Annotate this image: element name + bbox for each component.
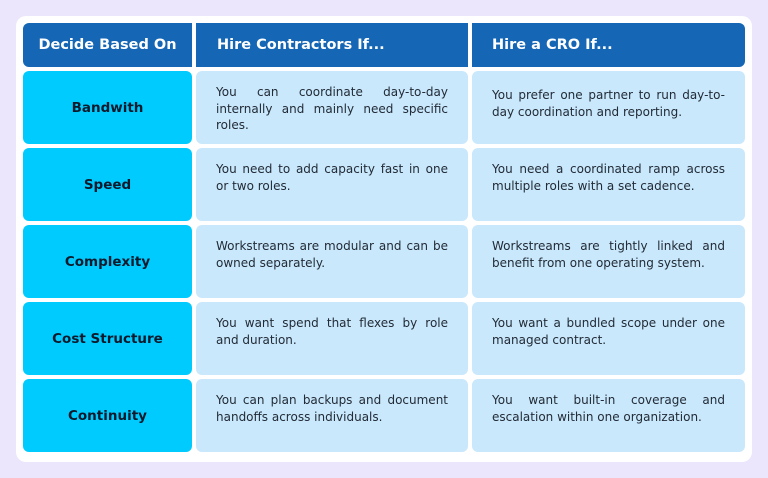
contractors-cell-bandwith	[196, 71, 468, 144]
cro-cell-bandwith	[472, 71, 745, 144]
cell-text: You can coordinate day-to-day internally and mainly need specific roles.	[216, 85, 448, 132]
cro-cell-complexity	[472, 225, 745, 298]
cell-text: You want spend that flexes by role and duration.	[216, 316, 448, 347]
cell-text: You want built-in coverage and escalation within one organization.	[492, 393, 725, 424]
cell-text: You want a bundled scope under one managed contract.	[492, 316, 725, 347]
row-label-continuity: Continuity	[23, 379, 192, 452]
cro-cell-continuity	[472, 379, 745, 452]
cell-text: You prefer one partner to run day-to-day coordination and reporting.	[492, 88, 725, 119]
header-hire-cro: Hire a CRO If...	[472, 23, 745, 67]
header-hire-contractors: Hire Contractors If...	[196, 23, 468, 67]
comparison-table	[23, 23, 745, 452]
cro-cell-cost-structure	[472, 302, 745, 375]
cell-text: Workstreams are tightly linked and benefit from one operating system.	[492, 239, 725, 270]
cell-text: You can plan backups and document handoffs across individuals.	[216, 393, 448, 424]
header-decide-based-on: Decide Based On	[23, 23, 192, 67]
row-label-bandwith: Bandwith	[23, 71, 192, 144]
cro-cell-speed	[472, 148, 745, 221]
cell-text: You need a coordinated ramp across multiple roles with a set cadence.	[492, 162, 725, 193]
cell-text: Workstreams are modular and can be owned separately.	[216, 239, 448, 270]
contractors-cell-speed	[196, 148, 468, 221]
comparison-card	[16, 16, 752, 462]
cell-text: You need to add capacity fast in one or two roles.	[216, 162, 448, 193]
row-label-speed: Speed	[23, 148, 192, 221]
row-label-cost-structure: Cost Structure	[23, 302, 192, 375]
contractors-cell-continuity	[196, 379, 468, 452]
contractors-cell-cost-structure	[196, 302, 468, 375]
row-label-complexity: Complexity	[23, 225, 192, 298]
contractors-cell-complexity	[196, 225, 468, 298]
